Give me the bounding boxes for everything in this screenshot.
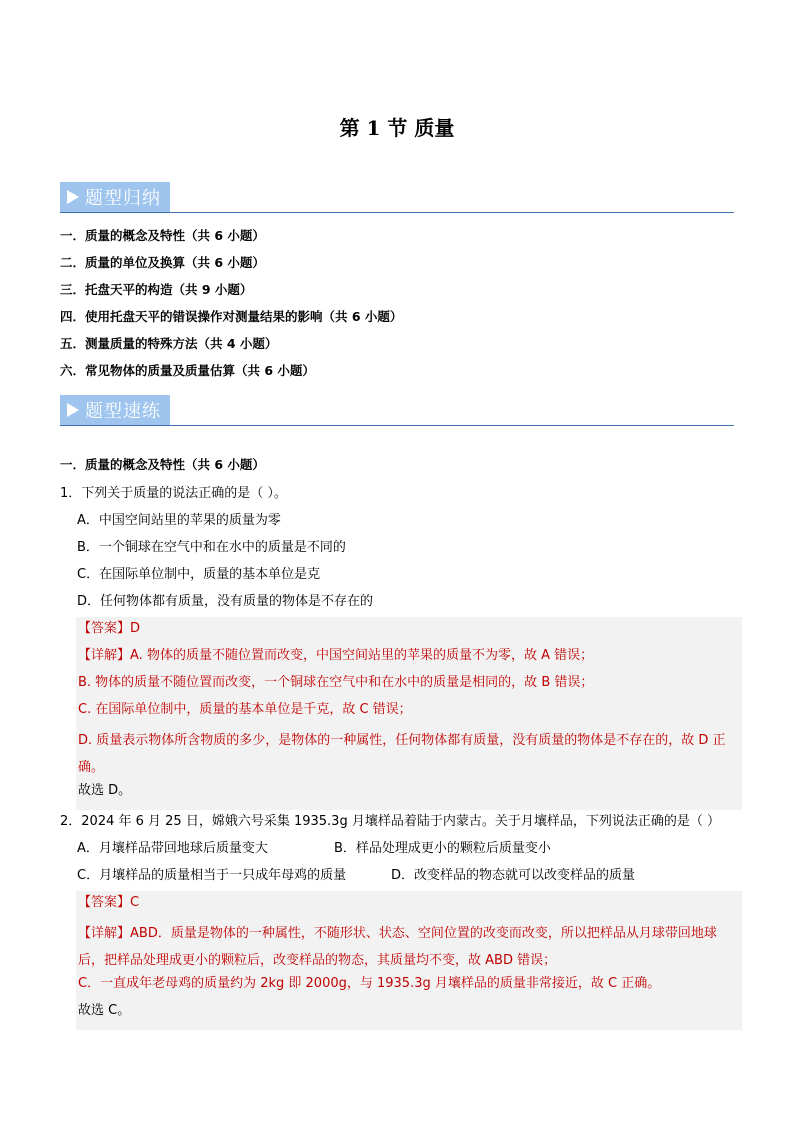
option-a: A．中国空间站里的苹果的质量为零	[77, 513, 281, 528]
arrow-right-icon	[67, 190, 79, 204]
option-a: A．月壤样品带回地球后质量变大	[77, 841, 268, 856]
option-c: C．在国际单位制中，质量的基本单位是克	[77, 567, 321, 582]
toc-item: 六．常见物体的质量及质量估算（共 6 小题）	[60, 363, 315, 378]
toc-item: 三．托盘天平的构造（共 9 小题）	[60, 282, 253, 297]
banner-title: 题型归纳	[85, 188, 161, 209]
detail-line: D. 质量表示物体所含物质的多少，是物体的一种属性，任何物体都有质量，没有质量的物体是不存在的，故 D 正确。	[78, 733, 726, 775]
option-b: B．一个铜球在空气中和在水中的质量是不同的	[77, 540, 346, 555]
detail-line: B. 物体的质量不随位置而改变，一个铜球在空气中和在水中的质量是相同的，故 B 错误；	[78, 675, 594, 690]
answer-line	[78, 893, 742, 920]
option-row	[60, 837, 740, 864]
question-type-list	[60, 229, 402, 391]
detail-line	[78, 646, 742, 673]
practice-content	[60, 455, 740, 1030]
answer-box	[76, 891, 742, 1030]
detail-text: ABD．质量是物体的一种属性，不随形状、状态、空间位置的改变而改变，所以把样品从月球带回地球后，把样品处理成更小的颗粒后，改变样品的物态，其质量均不变，故 ABD 错误；	[78, 926, 717, 968]
banner-title: 题型速练	[85, 401, 161, 422]
option-d: D．任何物体都有质量，没有质量的物体是不存在的	[77, 594, 374, 609]
conclusion-line: 故选 D。	[78, 783, 132, 798]
answer-tag: 【答案】	[78, 895, 131, 910]
toc-item: 一．质量的概念及特性（共 6 小题）	[60, 228, 265, 243]
detail-line	[78, 920, 742, 974]
question-stem: 2．2024 年 6 月 25 日，嫦娥六号采集 1935.3g 月壤样品着陆于内蒙古。关于月壤样品，下列说法正确的是（ ）	[60, 814, 720, 829]
option-row	[60, 864, 740, 891]
section-banner-practice	[60, 395, 734, 426]
option-c: C．月壤样品的质量相当于一只成年母鸡的质量	[77, 868, 347, 883]
arrow-right-icon	[67, 403, 79, 417]
toc-item: 五．测量质量的特殊方法（共 4 小题）	[60, 336, 278, 351]
section-banner-summary	[60, 182, 734, 213]
answer-box	[76, 617, 742, 810]
answer-value: D	[130, 621, 141, 636]
detail-line: C．一直成年老母鸡的质量约为 2kg 即 2000g，与 1935.3g 月壤样品的质量非常接近，故 C 正确。	[78, 976, 661, 991]
page-title: 第 1 节 质量	[339, 116, 455, 140]
question-stem: 1．下列关于质量的说法正确的是（ ）。	[60, 486, 287, 501]
banner-label-box	[60, 182, 170, 212]
conclusion-line: 故选 C。	[78, 1003, 131, 1018]
banner-label-box	[60, 395, 170, 425]
detail-tag: 【详解】	[78, 926, 131, 941]
option-d: D．改变样品的物态就可以改变样品的质量	[391, 868, 636, 883]
answer-value: C	[130, 895, 140, 910]
answer-line	[78, 619, 742, 646]
toc-item: 二．质量的单位及换算（共 6 小题）	[60, 255, 265, 270]
section-heading: 一．质量的概念及特性（共 6 小题）	[60, 457, 265, 472]
detail-line: C. 在国际单位制中，质量的基本单位是千克，故 C 错误；	[78, 702, 412, 717]
detail-text: A. 物体的质量不随位置而改变，中国空间站里的苹果的质量不为零，故 A 错误；	[130, 648, 594, 663]
option-b: B．样品处理成更小的颗粒后质量变小	[334, 841, 551, 856]
toc-item: 四．使用托盘天平的错误操作对测量结果的影响（共 6 小题）	[60, 309, 403, 324]
detail-tag: 【详解】	[78, 648, 131, 663]
answer-tag: 【答案】	[78, 621, 131, 636]
